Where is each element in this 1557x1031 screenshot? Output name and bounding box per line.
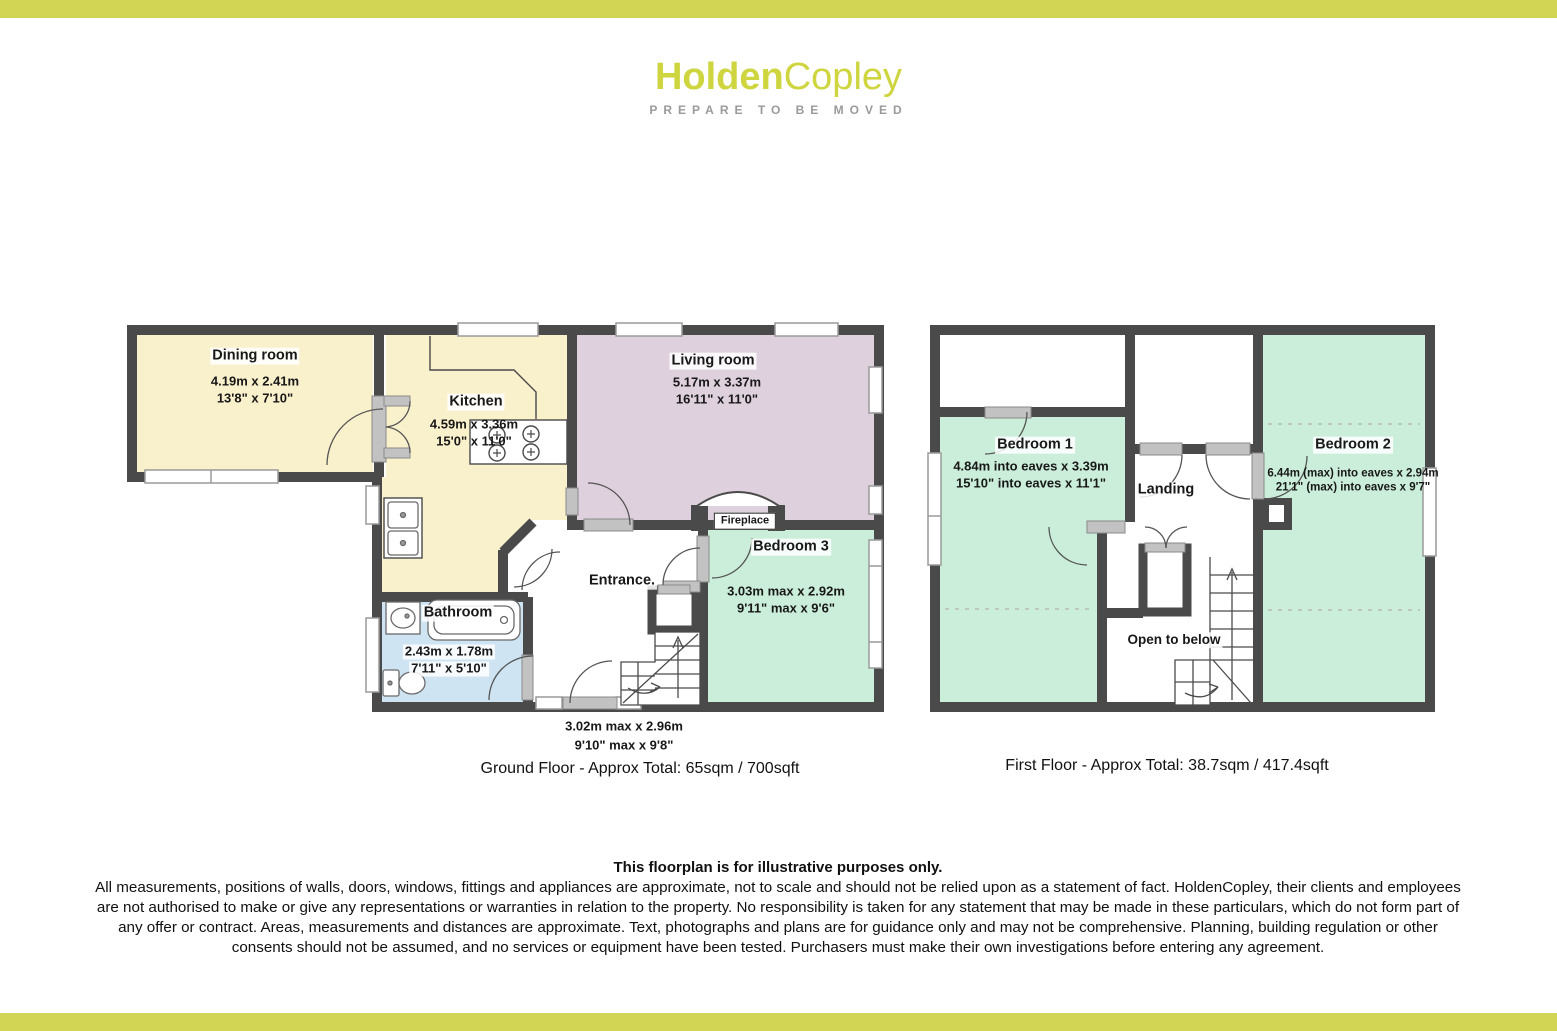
disclaimer-heading: This floorplan is for illustrative purposes only. [613, 859, 943, 876]
brand-logo-bold: Holden [654, 56, 784, 98]
chimney-breast [1262, 498, 1292, 530]
bathroom-dim-ft: 7'11" x 5'10" [411, 660, 487, 676]
bedroom1-dim-ft: 15'10" into eaves x 11'1" [955, 475, 1107, 491]
bedroom2-dim-ft: 21'1" (max) into eaves x 9'7" [1275, 481, 1431, 494]
bedroom1-label: Bedroom 1 [997, 436, 1073, 453]
landing-label: Landing [1137, 481, 1195, 498]
bedroom3-dim-m: 3.03m max x 2.92m [727, 583, 845, 599]
dining-room-label: Dining room [212, 347, 298, 364]
bathroom-label: Bathroom [423, 604, 493, 621]
kitchen-sink-icon [388, 502, 418, 555]
living-room-label: Living room [671, 352, 755, 369]
entrance-label: Entrance. [588, 572, 656, 589]
ground-floor-stairs [621, 632, 700, 705]
entrance-dim-ft: 9'10" max x 9'8" [574, 737, 674, 753]
bedroom3-label: Bedroom 3 [753, 538, 829, 555]
bedroom3-area [708, 530, 875, 703]
bathroom-sink-icon [386, 602, 420, 634]
disclaimer-block [93, 858, 1463, 958]
living-room-dim-ft: 16'11" x 11'0" [675, 391, 759, 407]
disclaimer-body: All measurements, positions of walls, doors, windows, fittings and appliances are approximate, not to scale and should not be relied upon as a statement of fact. HoldenCopley, their clients and employees are not authorised to make or give any representations or warranties in relation to the property. No responsibility is taken for any statement that may be made in these particulars, which do not form part of any offer or contract. Areas, measurements and distances are approximate. Text, photographs and plans are for guidance only and may not be comprehensive. Planning, building regulation or other consents should not be assumed, and no services or equipment have been tested. Purchasers must make their own investigations before entering any agreement. [95, 879, 1461, 956]
bedroom2-dim-m: 6.44m (max) into eaves x 2.94m [1267, 467, 1439, 480]
kitchen-label: Kitchen [449, 393, 503, 410]
bedroom1-dim-m: 4.84m into eaves x 3.39m [953, 458, 1109, 474]
bedroom3-dim-ft: 9'11" max x 9'6" [736, 600, 836, 616]
open-to-below-label: Open to below [1127, 632, 1221, 648]
living-room-dim-m: 5.17m x 3.37m [672, 374, 762, 390]
first-floor-plan [928, 330, 1436, 707]
ground-floor-caption: Ground Floor - Approx Total: 65sqm / 700sqft [480, 760, 800, 777]
brand-logo-light: Copley [783, 56, 903, 98]
bathroom-dim-m: 2.43m x 1.78m [404, 643, 494, 659]
kitchen-dim-ft: 15'0" x 11'0" [436, 433, 512, 449]
fireplace-label: Fireplace [714, 513, 776, 530]
dining-room-dim-m: 4.19m x 2.41m [210, 373, 300, 389]
dining-room-dim-ft: 13'8" x 7'10" [216, 390, 294, 406]
kitchen-dim-m: 4.59m x 3.36m [429, 416, 519, 432]
brand-tagline: PREPARE TO BE MOVED [649, 103, 908, 117]
first-floor-caption: First Floor - Approx Total: 38.7sqm / 417.4sqft [1005, 757, 1329, 774]
entrance-dim-m: 3.02m max x 2.96m [565, 718, 683, 734]
bedroom2-label: Bedroom 2 [1315, 436, 1391, 453]
